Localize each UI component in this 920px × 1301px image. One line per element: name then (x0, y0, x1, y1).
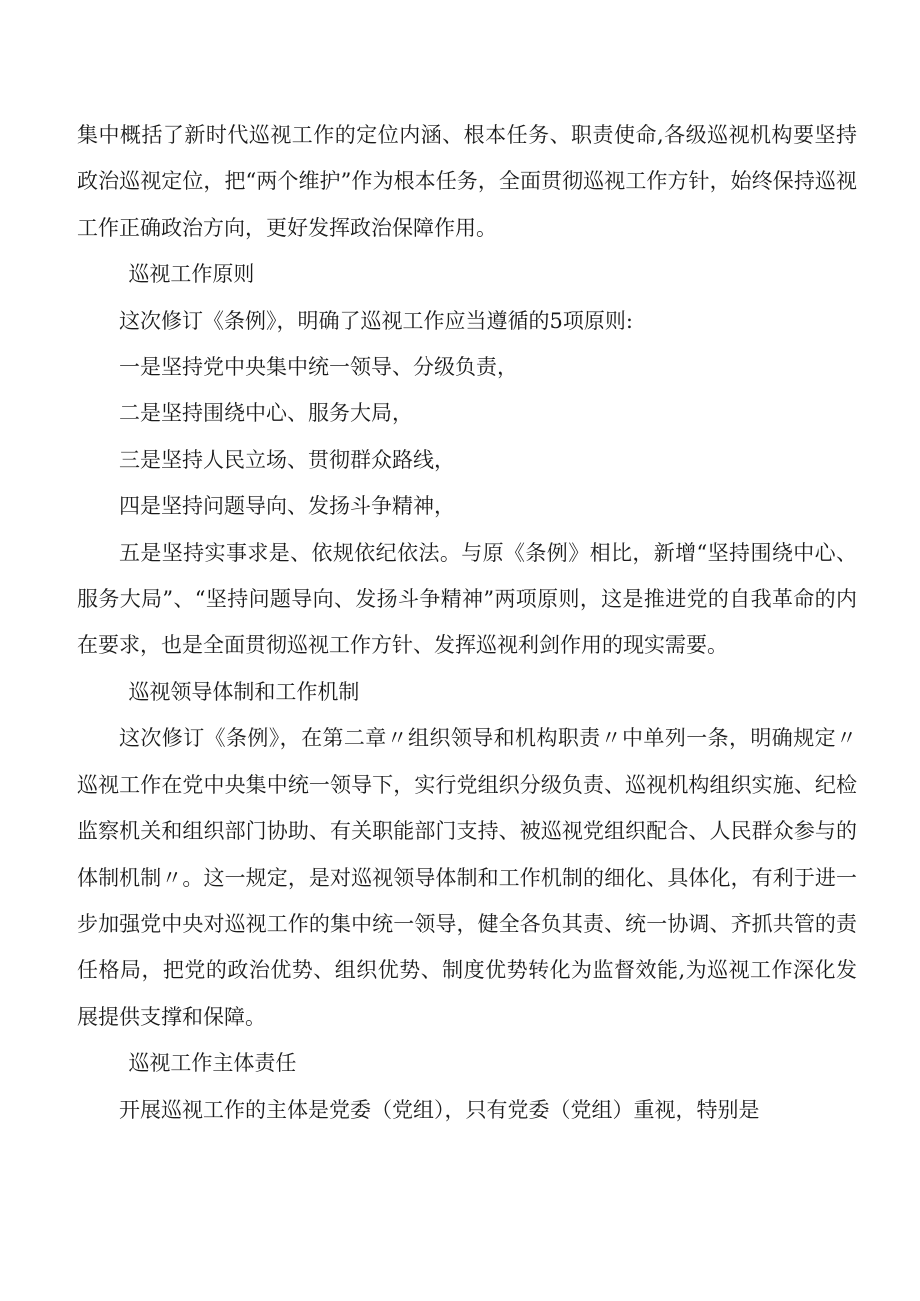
section-heading-leadership: 巡视领导体制和工作机制 (128, 679, 360, 704)
paragraph-principle-2: 二是坚持围绕中心、服务大局， (119, 401, 413, 426)
section-heading-principles: 巡视工作原则 (128, 262, 255, 287)
section-heading-responsibility: 巡视工作主体责任 (128, 1051, 297, 1076)
paragraph-principle-4: 四是坚持问题导向、发扬斗争精神， (119, 494, 455, 519)
paragraph-principles-intro: 这次修订《条例》，明确了巡视工作应当遵循的5项原则: (119, 308, 633, 333)
paragraph-intro: 集中概括了新时代巡视工作的定位内涵、根本任务、职责使命,各级巡视机构要坚持政治巡视定位，把“两个维护”作为根本任务，全面贯彻巡视工作方针，始终保持巡视工作正确政治方向，更好发挥政治保障作用。 (77, 123, 857, 240)
paragraph-responsibility: 开展巡视工作的主体是党委（党组），只有党委（党组）重视，特别是 (119, 1097, 760, 1122)
document-body (77, 112, 857, 1133)
paragraph-leadership: 这次修订《条例》，在第二章〃组织领导和机构职责〃中单列一条，明确规定〃巡视工作在党中央集中统一领导下，实行党组织分级负责、巡视机构组织实施、纪检监察机关和组织部门协助、有关职能部门支持、被巡视党组织配合、人民群众参与的体制机制〃。这一规定，是对巡视领导体制和工作机制的细化、具体化，有利于进一步加强党中央对巡视工作的集中统一领导，健全各负其责、统一协调、齐抓共管的责任格局，把党的政治优势、组织优势、制度优势转化为监督效能,为巡视工作深化发展提供支撑和保障。 (77, 726, 857, 1029)
paragraph-principle-1: 一是坚持党中央集中统一领导、分级负责， (119, 355, 518, 380)
paragraph-principle-5: 五是坚持实事求是、依规依纪依法。与原《条例》相比，新增“坚持围绕中心、服务大局”、“坚持问题导向、发扬斗争精神”两项原则，这是推进党的自我革命的内在要求，也是全面贯彻巡视工作方针、发挥巡视利剑作用的现实需要。 (77, 540, 857, 658)
paragraph-principle-3: 三是坚持人民立场、贯彻群众路线， (119, 447, 455, 472)
